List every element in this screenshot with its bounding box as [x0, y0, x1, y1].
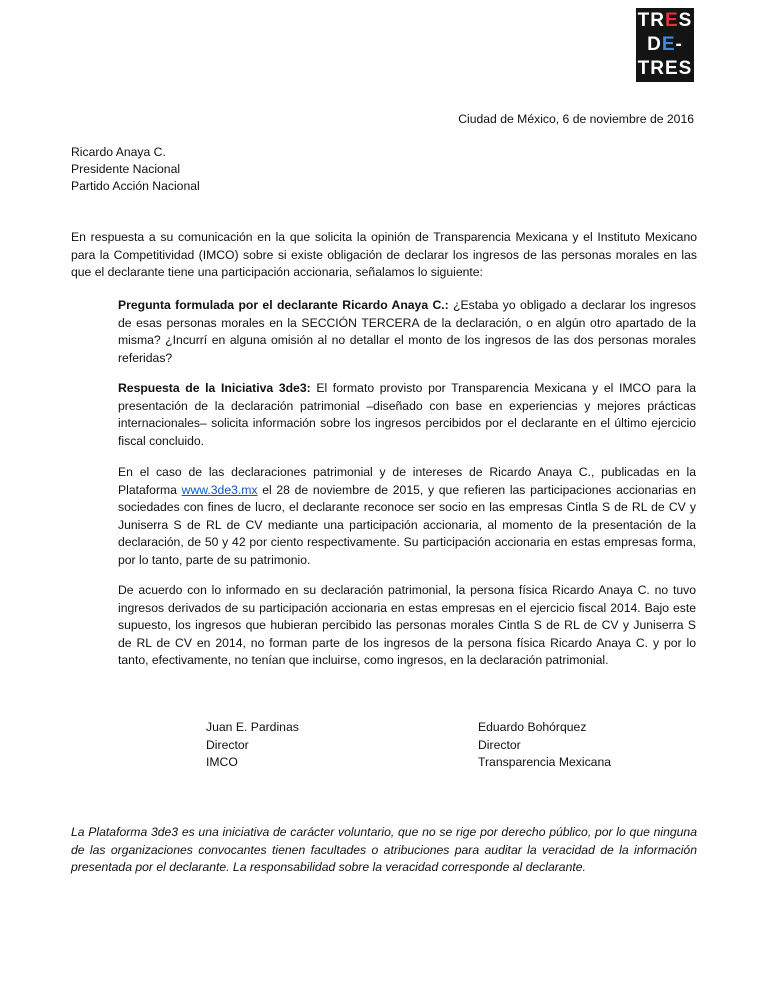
question-label: Pregunta formulada por el declarante Ricardo Anaya C.:	[118, 298, 449, 312]
signature-org: IMCO	[206, 755, 238, 769]
logo-letter: D	[647, 34, 662, 55]
logo-letter: S	[678, 58, 693, 79]
signature-block-imco	[206, 719, 299, 772]
signature-name: Juan E. Pardinas	[206, 720, 299, 734]
signature-name: Eduardo Bohórquez	[478, 720, 587, 734]
letter-date: Ciudad de México, 6 de noviembre de 2016	[458, 112, 694, 126]
recipient-title: Presidente Nacional	[71, 162, 181, 176]
logo-line-3	[636, 57, 694, 81]
signature-org: Transparencia Mexicana	[478, 755, 611, 769]
logo-letter: R	[650, 58, 665, 79]
logo-letter: T	[637, 10, 651, 31]
logo-letter: -	[675, 34, 683, 55]
shareholding-text-end: el 28 de noviembre de 2015, y que refieren las participaciones accionarias en sociedades con fines de lucro, el declarante reconoce ser socio en las empresas Cintla S de RL de CV y Juniserra S de RL de CV mediante una participación accionaria, al momento de la presentación de la declaración, de 50 y 42 por ciento respectivamente. Su participación accionaria en estas empresas forma, por lo tanto, parte de su patrimonio.	[118, 482, 696, 567]
logo-letter: E	[664, 58, 679, 79]
logo-letter: E	[664, 10, 679, 31]
logo-letter: S	[678, 10, 693, 31]
shareholding-text-start: En el caso de las declaraciones patrimonial y de intereses de Ricardo Anaya C., publicadas en la Plataforma	[118, 465, 696, 497]
answer-text: El formato provisto por Transparencia Mexicana y el IMCO para la presentación de la declaración patrimonial –diseñado con base en experiencias y mejores prácticas internacionales– solicita información sobre los ingresos percibidos por el declarante en el último ejercicio fiscal concluido.	[118, 381, 696, 448]
answer-paragraph	[118, 380, 696, 450]
platform-link[interactable]: www.3de3.mx	[181, 482, 258, 497]
recipient-party: Partido Acción Nacional	[71, 179, 200, 193]
disclaimer-paragraph: La Plataforma 3de3 es una iniciativa de carácter voluntario, que no se rige por derecho público, por lo que ninguna de las organizaciones convocantes tienen facultades o atribuciones para auditar la veracidad de la información presentada por el declarante. La responsabilidad sobre la veracidad corresponde al declarante.	[71, 825, 697, 875]
logo-line-1	[636, 9, 694, 33]
signature-block-transparencia	[478, 719, 611, 772]
question-paragraph	[118, 297, 696, 367]
recipient-block	[71, 144, 200, 195]
logo-line-2	[636, 33, 694, 57]
signature-role: Director	[478, 737, 521, 752]
signature-role: Director	[206, 737, 249, 752]
intro-paragraph: En respuesta a su comunicación en la que solicita la opinión de Transparencia Mexicana y el Instituto Mexicano para la Competitividad (IMCO) sobre si existe obligación de declarar los ingresos de las personas morales en las que el declarante tiene una participación accionaria, señalamos lo siguiente:	[71, 230, 697, 280]
conclusion-paragraph: De acuerdo con lo informado en su declaración patrimonial, la persona física Ricardo Anaya C. no tuvo ingresos derivados de su participación accionaria en estas empresas en el ejercicio fiscal 2014. Bajo este supuesto, los ingresos que hubieran percibido las personas morales Cintla S de RL de CV y Juniserra S de RL de CV en 2014, no forman parte de los ingresos de la persona física Ricardo Anaya C. y por lo tanto, efectivamente, no tenían que incluirse, como ingresos, en la declaración patrimonial.	[118, 583, 696, 668]
shareholding-paragraph	[118, 464, 696, 570]
tres-de-tres-logo	[636, 8, 694, 82]
answer-label: Respuesta de la Iniciativa 3de3:	[118, 381, 311, 395]
question-text: ¿Estaba yo obligado a declarar los ingresos de esas personas morales en la SECCIÓN TERCERA de la declaración, o en algún otro apartado de la misma? ¿Incurrí en alguna omisión al no detallar el monto de los ingresos de las dos personas morales referidas?	[118, 298, 696, 365]
logo-letter: R	[650, 10, 665, 31]
recipient-name: Ricardo Anaya C.	[71, 145, 166, 159]
logo-letter: T	[637, 58, 651, 79]
logo-letter: E	[661, 34, 676, 55]
